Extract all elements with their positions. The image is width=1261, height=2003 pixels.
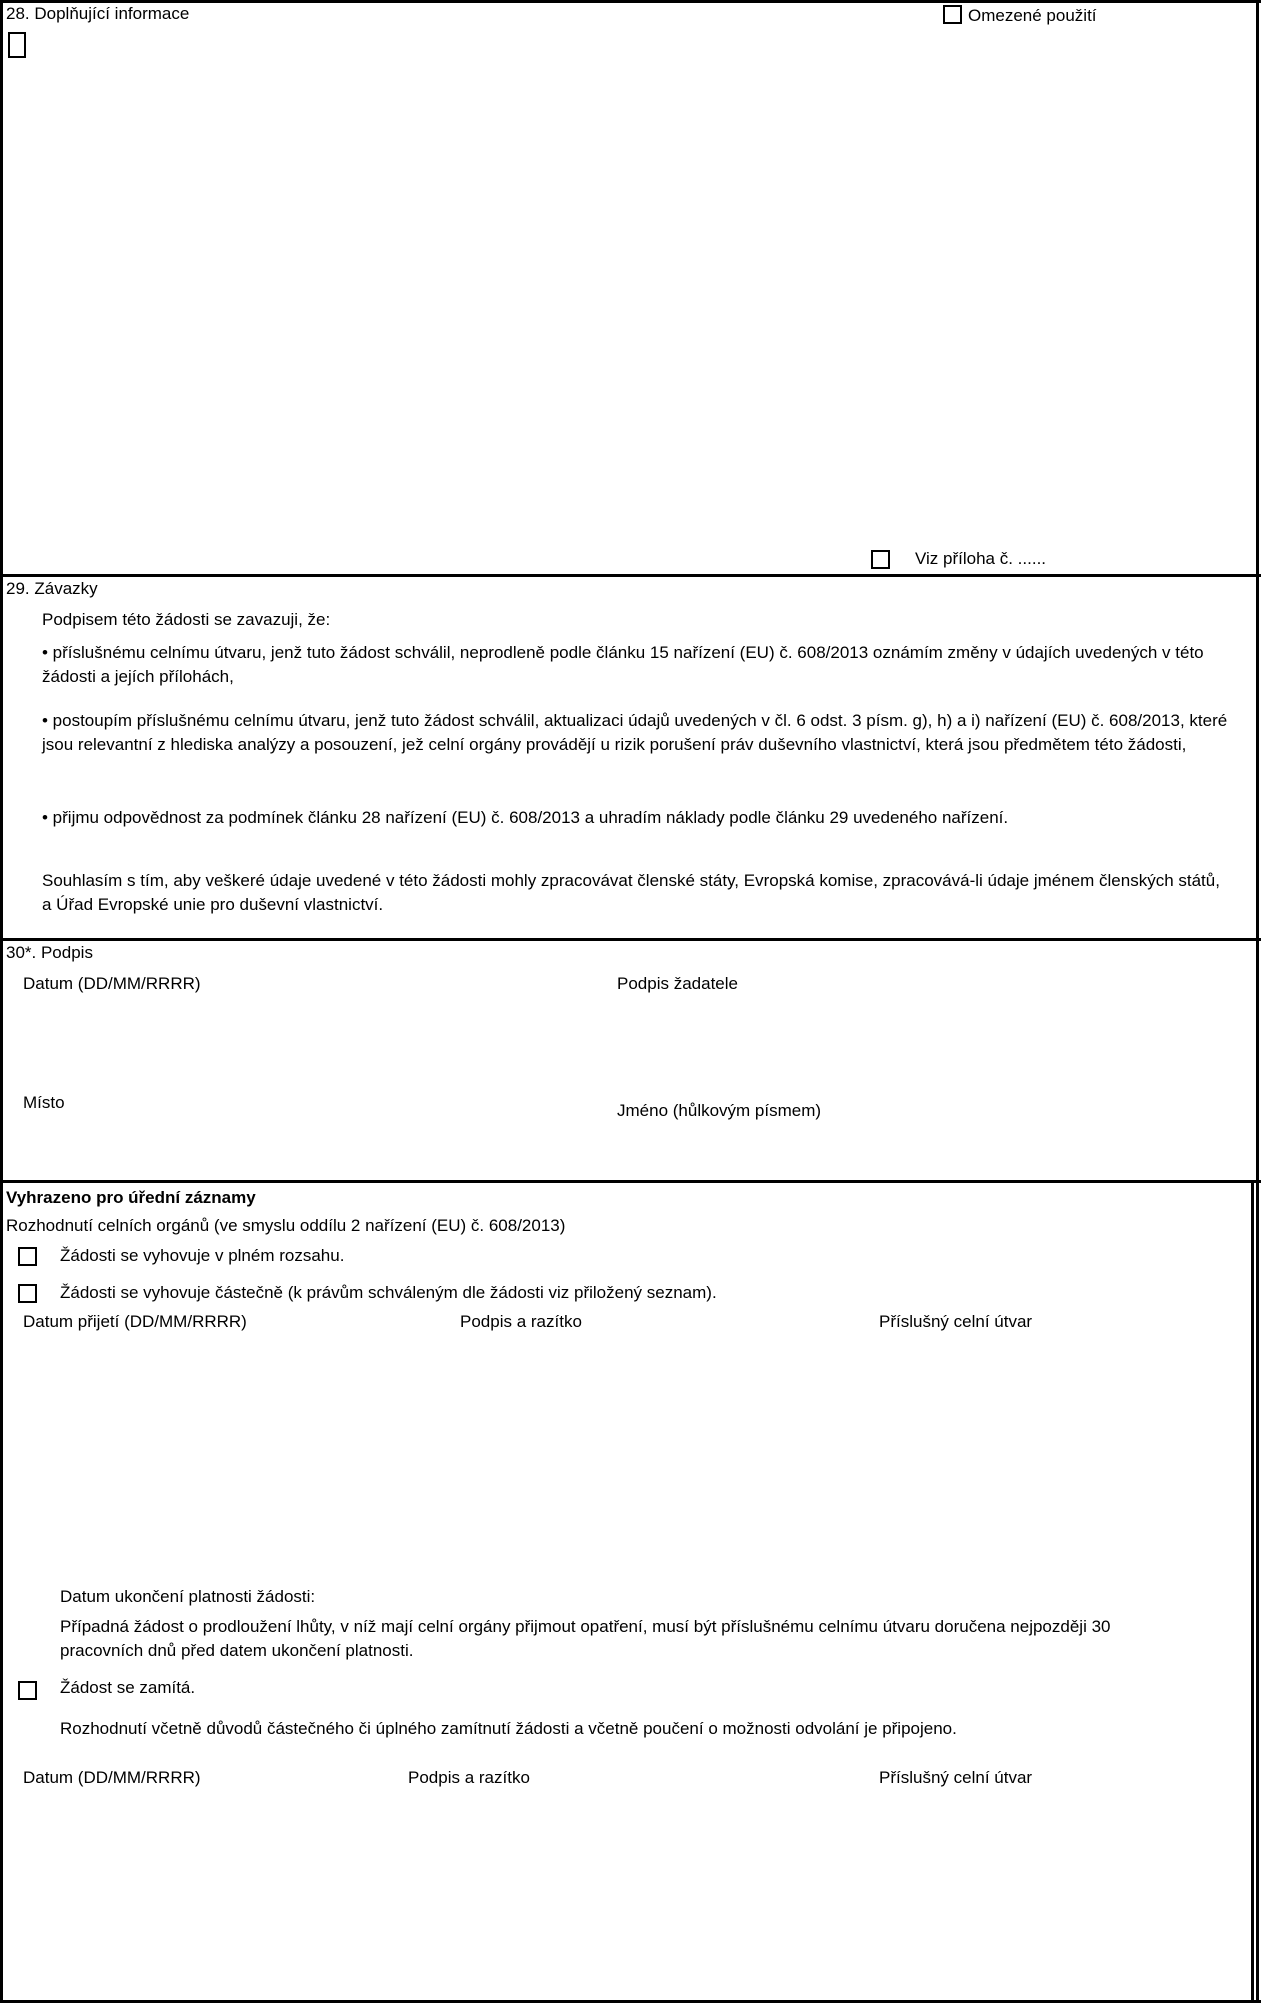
section-28-title: 28. Doplňující informace bbox=[6, 4, 190, 23]
commitment-item: • příslušnému celnímu útvaru, jenž tuto žádost schválil, neprodleně podle článku 15 nařízení (EU) č. 608/2013 oznámím změny v údajích uvedených v této žádosti a jejích přílohách, bbox=[42, 643, 1204, 686]
additional-info-checkbox[interactable] bbox=[8, 32, 26, 58]
frame-right bbox=[1256, 0, 1259, 2003]
expiry-date-label: Datum ukončení platnosti žádosti: bbox=[60, 1587, 316, 1606]
granted-full-checkbox[interactable] bbox=[18, 1247, 37, 1266]
signature-stamp-label-2: Podpis a razítko bbox=[408, 1768, 530, 1787]
section-29-title: 29. Závazky bbox=[6, 579, 98, 598]
frame-top bbox=[0, 0, 1261, 3]
granted-partial-checkbox[interactable] bbox=[18, 1284, 37, 1303]
name-label: Jméno (hůlkovým písmem) bbox=[617, 1101, 822, 1120]
place-label: Místo bbox=[23, 1093, 65, 1112]
date-label-2: Datum (DD/MM/RRRR) bbox=[23, 1768, 201, 1787]
divider-30-official bbox=[0, 1180, 1261, 1183]
signature-stamp-label: Podpis a razítko bbox=[460, 1312, 582, 1331]
commitments-intro: Podpisem této žádosti se zavazuji, že: bbox=[42, 610, 331, 629]
see-annex-checkbox[interactable] bbox=[871, 550, 890, 569]
rejected-checkbox[interactable] bbox=[18, 1681, 37, 1700]
competent-office-label-2: Příslušný celní útvar bbox=[879, 1768, 1033, 1787]
divider-29-30 bbox=[0, 938, 1261, 941]
rejection-note: Rozhodnutí včetně důvodů částečného či úplného zamítnutí žádosti a včetně poučení o možnosti odvolání je připojeno. bbox=[60, 1719, 957, 1738]
limited-use-label: Omezené použití bbox=[968, 6, 1097, 25]
acceptance-date-label: Datum přijetí (DD/MM/RRRR) bbox=[23, 1312, 247, 1331]
extension-note: Případná žádost o prodloužení lhůty, v níž mají celní orgány přijmout opatření, musí být příslušnému celnímu útvaru doručena nejpozději 30 pracovních dnů před datem ukončení platnosti. bbox=[60, 1617, 1111, 1660]
granted-full-label: Žádosti se vyhovuje v plném rozsahu. bbox=[60, 1246, 345, 1265]
section-30-title: 30*. Podpis bbox=[6, 943, 93, 962]
official-records-title: Vyhrazeno pro úřední záznamy bbox=[6, 1188, 256, 1207]
date-label: Datum (DD/MM/RRRR) bbox=[23, 974, 201, 993]
rejected-label: Žádost se zamítá. bbox=[60, 1678, 196, 1697]
official-inner-right bbox=[1251, 1180, 1254, 2000]
limited-use-checkbox[interactable] bbox=[943, 5, 962, 24]
granted-partial-label: Žádosti se vyhovuje částečně (k právům schváleným dle žádosti viz přiložený seznam). bbox=[60, 1283, 717, 1302]
competent-office-label: Příslušný celní útvar bbox=[879, 1312, 1033, 1331]
applicant-signature-label: Podpis žadatele bbox=[617, 974, 738, 993]
frame-left bbox=[0, 0, 3, 2003]
commitment-item: • přijmu odpovědnost za podmínek článku 28 nařízení (EU) č. 608/2013 a uhradím náklady podle článku 29 uvedeného nařízení. bbox=[42, 808, 1009, 827]
consent-statement: Souhlasím s tím, aby veškeré údaje uvedené v této žádosti mohly zpracovávat členské státy, Evropská komise, zpracovává-li údaje jménem členských států, a Úřad Evropské unie pro duševní vlastnictví. bbox=[42, 871, 1220, 914]
see-annex-label: Viz příloha č. ...... bbox=[915, 549, 1047, 568]
customs-decision-label: Rozhodnutí celních orgánů (ve smyslu oddílu 2 nařízení (EU) č. 608/2013) bbox=[6, 1216, 566, 1235]
commitment-item: • postoupím příslušnému celnímu útvaru, jenž tuto žádost schválil, aktualizaci údajů uvedených v čl. 6 odst. 3 písm. g), h) a i) nařízení (EU) č. 608/2013, které jsou relevantní z hlediska analýzy a posouzení, jež celní orgány provádějí u rizik porušení práv duševního vlastnictví, která jsou předmětem této žádosti, bbox=[42, 711, 1228, 754]
divider-28-29 bbox=[0, 574, 1261, 577]
